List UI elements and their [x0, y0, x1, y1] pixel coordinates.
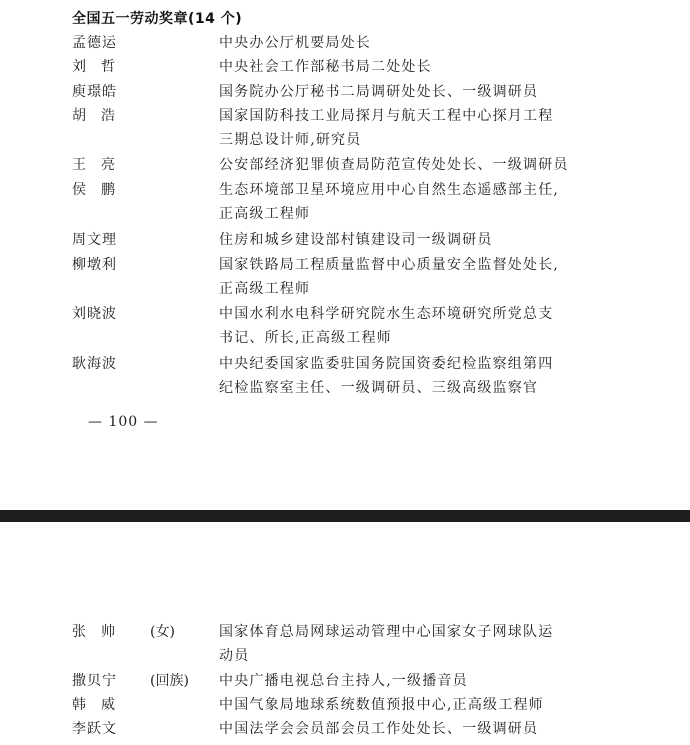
title-line: 中央社会工作部秘书局二处处长 [219, 59, 432, 75]
title-line: 中央纪委国家监委驻国务院国资委纪检监察组第四 [219, 356, 554, 372]
title-line: 国家体育总局网球运动管理中心国家女子网球队运 [219, 624, 554, 640]
recipient-title [219, 31, 604, 55]
title-line: 三期总设计师,研究员 [219, 132, 362, 148]
recipient-title [219, 104, 604, 152]
recipient-title [219, 302, 604, 350]
recipient-note: (女) [150, 624, 175, 640]
recipient-name: 张帅 [72, 624, 130, 640]
title-line: 国家国防科技工业局探月与航天工程中心探月工程 [219, 108, 554, 124]
recipient-title [219, 352, 604, 400]
recipient-name: 耿海波 [72, 356, 117, 372]
title-line: 纪检监察室主任、一级调研员、三级高级监察官 [219, 380, 539, 396]
recipient-name: 庾璟皓 [72, 84, 117, 100]
recipient-name: 胡浩 [72, 108, 130, 124]
document-page-lower [0, 522, 690, 745]
title-line: 公安部经济犯罪侦查局防范宣传处处长、一级调研员 [219, 157, 569, 173]
title-line: 正高级工程师 [219, 281, 311, 297]
recipient-name: 王亮 [72, 157, 130, 173]
recipient-name: 孟德运 [72, 35, 117, 51]
recipient-name: 侯鹏 [72, 182, 130, 198]
recipient-name: 韩威 [72, 697, 130, 713]
recipient-title [219, 228, 604, 252]
recipient-title [219, 620, 604, 668]
title-line: 动员 [219, 648, 250, 664]
recipient-title [219, 55, 604, 79]
recipient-title [219, 153, 604, 177]
recipient-name: 周文理 [72, 232, 117, 248]
recipient-name: 李跃文 [72, 721, 117, 737]
title-line: 正高级工程师 [219, 206, 311, 222]
title-line: 国家铁路局工程质量监督中心质量安全监督处处长, [219, 257, 560, 273]
recipient-title [219, 669, 604, 693]
title-line: 国务院办公厅秘书二局调研处处长、一级调研员 [219, 84, 539, 100]
title-line: 中国法学会会员部会员工作处处长、一级调研员 [219, 721, 539, 737]
section-title: 全国五一劳动奖章(14 个) [72, 11, 243, 27]
title-line: 住房和城乡建设部村镇建设司一级调研员 [219, 232, 493, 248]
page-number: — 100 — [88, 414, 159, 430]
recipient-title [219, 178, 604, 226]
recipient-title [219, 253, 604, 301]
recipient-title [219, 80, 604, 104]
recipient-title [219, 693, 604, 717]
recipient-name: 刘哲 [72, 59, 130, 75]
title-line: 书记、所长,正高级工程师 [219, 330, 392, 346]
recipient-name: 柳墩利 [72, 257, 117, 273]
title-line: 中央广播电视总台主持人,一级播音员 [219, 673, 468, 689]
title-line: 中国水利水电科学研究院水生态环境研究所党总支 [219, 306, 554, 322]
recipient-name: 刘晓波 [72, 306, 117, 322]
recipient-title [219, 717, 604, 741]
recipient-name: 撒贝宁 [72, 673, 117, 689]
title-line: 中央办公厅机要局处长 [219, 35, 371, 51]
title-line: 生态环境部卫星环境应用中心自然生态遥感部主任, [219, 182, 560, 198]
title-line: 中国气象局地球系统数值预报中心,正高级工程师 [219, 697, 544, 713]
recipient-note: (回族) [150, 673, 189, 689]
page-separator [0, 510, 690, 522]
